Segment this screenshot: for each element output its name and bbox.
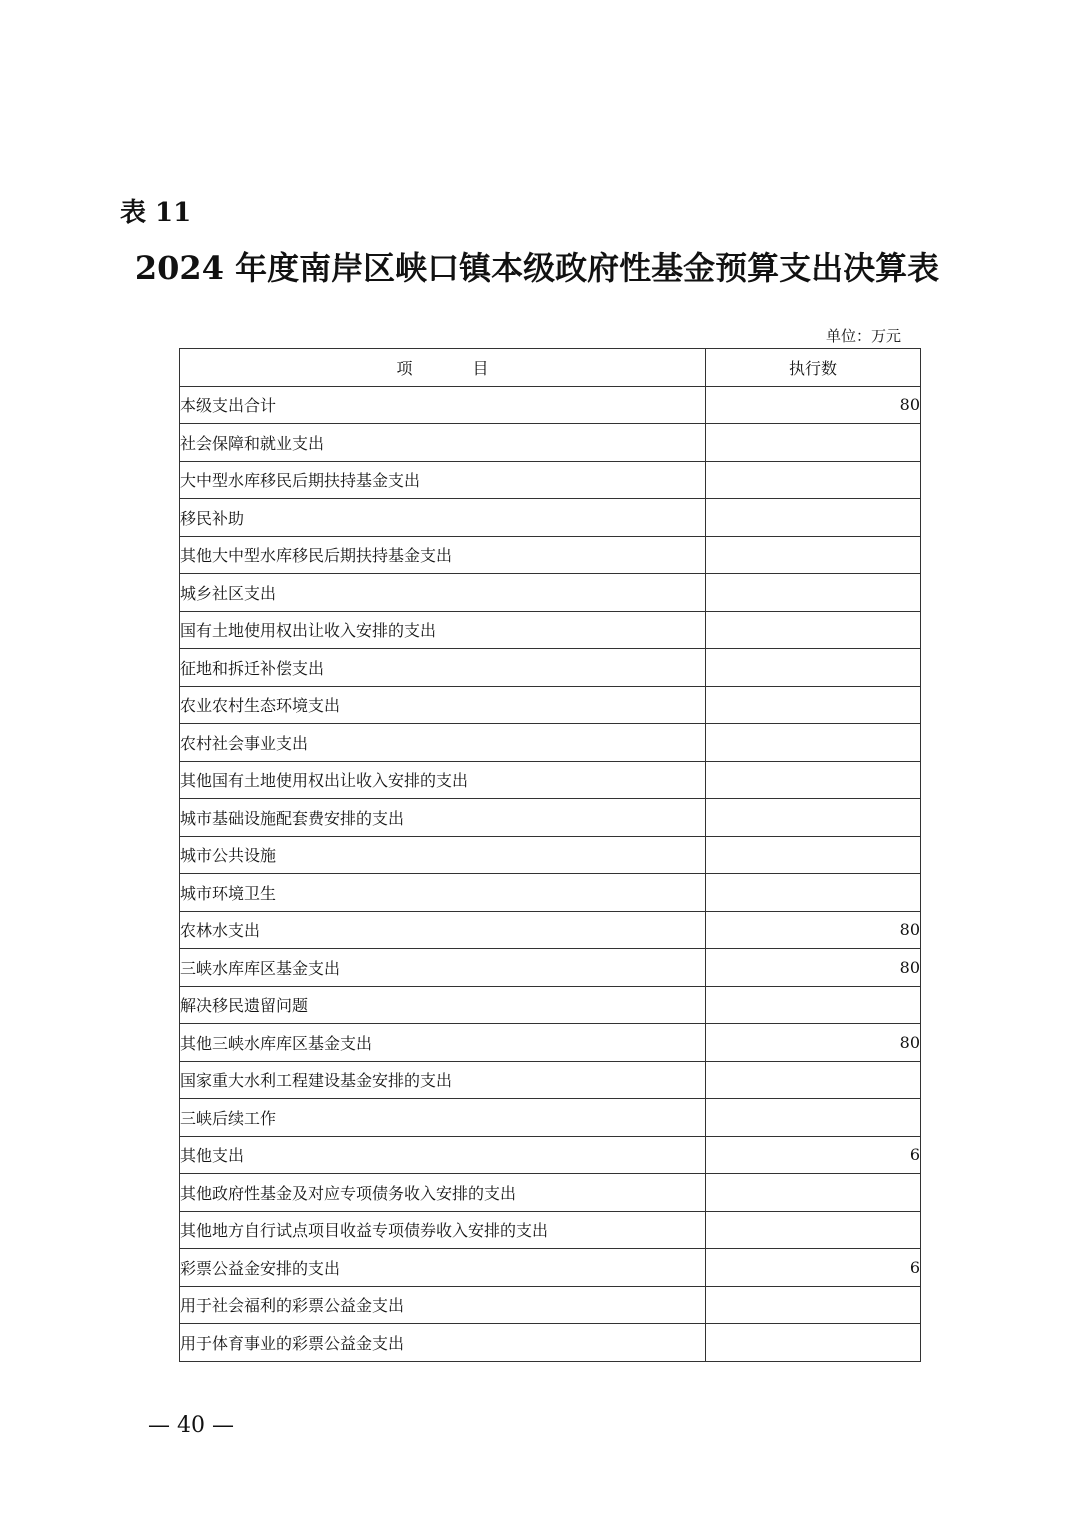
table-row bbox=[180, 1249, 921, 1287]
row-amount bbox=[706, 686, 921, 724]
row-amount bbox=[706, 836, 921, 874]
column-header-item-a: 项 bbox=[396, 358, 413, 378]
row-item-label: 其他三峡水库库区基金支出 bbox=[180, 1024, 706, 1062]
page-title: 2024 年度南岸区峡口镇本级政府性基金预算支出决算表 bbox=[134, 249, 940, 287]
row-amount bbox=[706, 1174, 921, 1212]
row-item-label: 征地和拆迁补偿支出 bbox=[180, 649, 706, 687]
row-amount bbox=[706, 1286, 921, 1324]
row-amount bbox=[706, 1211, 921, 1249]
row-item-label: 其他国有土地使用权出让收入安排的支出 bbox=[180, 761, 706, 799]
table-label: 表 11 bbox=[120, 198, 192, 228]
table-header-row bbox=[180, 349, 921, 387]
column-header-item-b: 目 bbox=[472, 358, 489, 378]
table-row bbox=[180, 1099, 921, 1137]
row-item-label: 本级支出合计 bbox=[180, 386, 706, 424]
table-row bbox=[180, 761, 921, 799]
row-amount: 6 bbox=[706, 1136, 921, 1174]
row-item-label: 农业农村生态环境支出 bbox=[180, 686, 706, 724]
row-amount bbox=[706, 461, 921, 499]
row-item-label: 用于体育事业的彩票公益金支出 bbox=[180, 1324, 706, 1362]
row-item-label: 城市基础设施配套费安排的支出 bbox=[180, 799, 706, 837]
row-item-label: 社会保障和就业支出 bbox=[180, 424, 706, 462]
row-amount bbox=[706, 536, 921, 574]
table-row bbox=[180, 949, 921, 987]
row-item-label: 解决移民遗留问题 bbox=[180, 986, 706, 1024]
table-body bbox=[180, 386, 921, 1361]
table-row bbox=[180, 1136, 921, 1174]
table-row bbox=[180, 1174, 921, 1212]
row-item-label: 农林水支出 bbox=[180, 911, 706, 949]
table-row bbox=[180, 799, 921, 837]
row-amount bbox=[706, 499, 921, 537]
table-row bbox=[180, 386, 921, 424]
row-item-label: 城市公共设施 bbox=[180, 836, 706, 874]
row-item-label: 国家重大水利工程建设基金安排的支出 bbox=[180, 1061, 706, 1099]
budget-table bbox=[179, 348, 921, 1362]
row-item-label: 其他地方自行试点项目收益专项债券收入安排的支出 bbox=[180, 1211, 706, 1249]
row-item-label: 大中型水库移民后期扶持基金支出 bbox=[180, 461, 706, 499]
row-amount bbox=[706, 724, 921, 762]
row-item-label: 国有土地使用权出让收入安排的支出 bbox=[180, 611, 706, 649]
row-amount bbox=[706, 1061, 921, 1099]
table-row bbox=[180, 836, 921, 874]
table-row bbox=[180, 1286, 921, 1324]
table-row bbox=[180, 1024, 921, 1062]
row-amount bbox=[706, 986, 921, 1024]
row-amount bbox=[706, 611, 921, 649]
row-amount bbox=[706, 799, 921, 837]
table-row bbox=[180, 499, 921, 537]
row-amount bbox=[706, 874, 921, 912]
row-amount bbox=[706, 1324, 921, 1362]
row-amount: 80 bbox=[706, 911, 921, 949]
row-amount bbox=[706, 574, 921, 612]
table-row bbox=[180, 911, 921, 949]
row-item-label: 三峡水库库区基金支出 bbox=[180, 949, 706, 987]
row-item-label: 用于社会福利的彩票公益金支出 bbox=[180, 1286, 706, 1324]
table-row bbox=[180, 611, 921, 649]
table-row bbox=[180, 1061, 921, 1099]
unit-label: 单位：万元 bbox=[825, 327, 901, 345]
table-row bbox=[180, 1324, 921, 1362]
row-item-label: 其他支出 bbox=[180, 1136, 706, 1174]
row-amount bbox=[706, 649, 921, 687]
row-amount bbox=[706, 424, 921, 462]
column-header-item bbox=[180, 349, 706, 387]
table-row bbox=[180, 649, 921, 687]
table-row bbox=[180, 874, 921, 912]
row-item-label: 其他政府性基金及对应专项债务收入安排的支出 bbox=[180, 1174, 706, 1212]
row-item-label: 彩票公益金安排的支出 bbox=[180, 1249, 706, 1287]
table-row bbox=[180, 686, 921, 724]
row-amount: 80 bbox=[706, 386, 921, 424]
row-amount bbox=[706, 761, 921, 799]
table-row bbox=[180, 724, 921, 762]
table-row bbox=[180, 574, 921, 612]
row-amount bbox=[706, 1099, 921, 1137]
table-row bbox=[180, 986, 921, 1024]
row-amount: 80 bbox=[706, 949, 921, 987]
row-item-label: 城乡社区支出 bbox=[180, 574, 706, 612]
row-amount: 6 bbox=[706, 1249, 921, 1287]
page-number: — 40 — bbox=[148, 1413, 234, 1438]
table-row bbox=[180, 461, 921, 499]
table-row bbox=[180, 536, 921, 574]
row-item-label: 三峡后续工作 bbox=[180, 1099, 706, 1137]
column-header-amount: 执行数 bbox=[706, 349, 921, 387]
row-item-label: 农村社会事业支出 bbox=[180, 724, 706, 762]
table-row bbox=[180, 424, 921, 462]
row-item-label: 其他大中型水库移民后期扶持基金支出 bbox=[180, 536, 706, 574]
table-row bbox=[180, 1211, 921, 1249]
row-item-label: 移民补助 bbox=[180, 499, 706, 537]
row-amount: 80 bbox=[706, 1024, 921, 1062]
row-item-label: 城市环境卫生 bbox=[180, 874, 706, 912]
